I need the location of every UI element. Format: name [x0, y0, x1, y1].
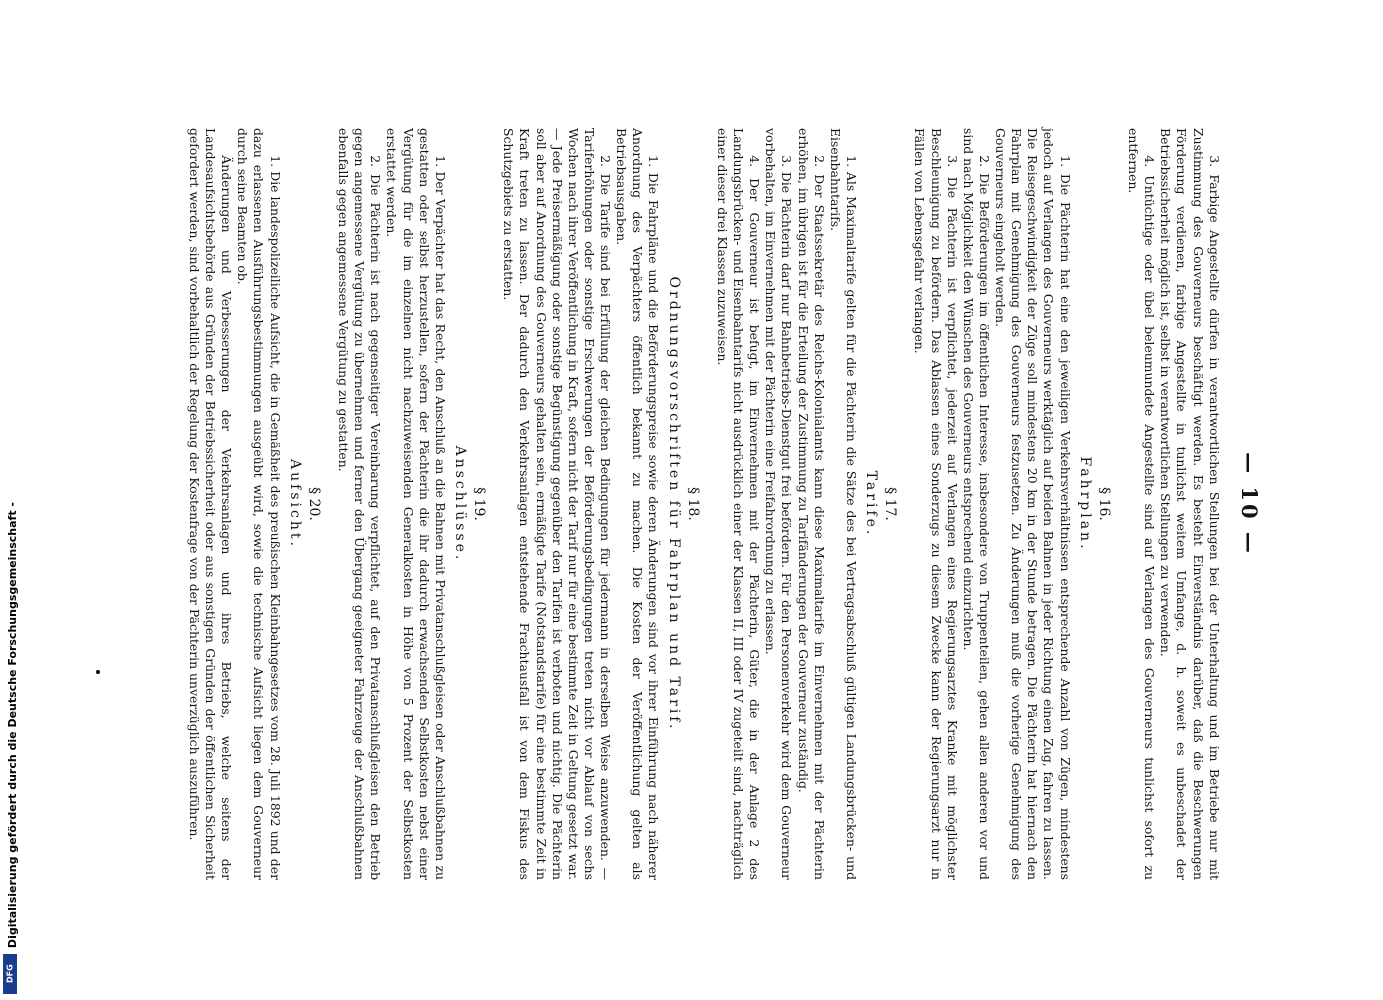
section-16-paragraph-3: 3. Die Pächterin ist verpflichtet, jederzeit auf Verlangen eines Regierungsarztes Kranke mit möglichster Beschleunigung zu befördern. Das Ablassen eines Sonderzugs zu diesem Zwecke kann der Regierungsarzt nur in Fällen von Lebensgefahr verlangen.	[912, 128, 960, 880]
intro-paragraph-3: 3. Farbige Angestellte dürfen in verantwortlichen Stellungen bei der Unterhaltung und im Betriebe nur mit Zustimmung des Gouverneurs beschäftigt werden. Es besteht Einverständnis darüber, daß die Beschwerungen Förderung verdienen, farbige Angestellte in tunlichst weitem Umfange, d. h. soweit es unbeschadet der Betriebssicherheit möglich ist, selbst in verantwortlichen Stellungen zu verwenden.	[1158, 128, 1222, 880]
section-16-paragraph-1: 1. Die Pächterin hat eine den jeweiligen Verkehrsverhältnissen entsprechende Anzahl von Zügen, mindestens jedoch auf Verlangen des Gouverneurs werktäglich auf beiden Bahnen in jeder Richtung einen Zug, fahren zu lassen. Die Reisegeschwindigkeit der Züge soll mindestens 20 km in der Stunde betragen. Die Pächterin hat hiernach den Fahrplan mit Genehmigung des Gouverneurs festzusetzen. Zu Änderungen muß die vorherige Genehmigung des Gouverneurs eingeholt werden.	[993, 128, 1073, 880]
section-18-heading: § 18.	[684, 487, 701, 521]
section-18-paragraph-2: 2. Die Tarife sind bei Erfüllung der gleichen Bedingungen für jedermann in derselben Weise anzuwenden. — Tariferhöhungen oder sonstige Erschwerungen der Beförderungsbedingungen treten nicht vor Ablauf von sechs Wochen nach ihrer Veröffentlichung in Kraft, sofern nicht der Tarif nur für eine bestimmte Zeit in Geltung gesetzt war. — Jede Preisermäßigung oder sonstige Begünstigung gegenüber den Tarifen ist verboten und nichtig. Die Pächterin soll aber auf Anordnung des Gouverneurs gehalten sein, ermäßigte Tarife (Notstandstarife) für eine bestimmte Zeit in Kraft treten zu lassen. Der dadurch den Verkehrsanlagen entstehende Frachtausfall ist von dem Fiskus des Schutzgebiets zu erstatten.	[501, 128, 614, 880]
section-18-title: Ordnungsvorschriften für Fahrplan und Tarif.	[665, 276, 682, 732]
section-17-heading: § 17.	[882, 487, 899, 521]
section-17-paragraph-1: 1. Als Maximaltarife gelten für die Pächterin die Sätze des bei Vertragsabschluß gültigen Landungsbrücken- und Eisenbahntarifs.	[827, 128, 859, 880]
section-20-paragraph-2: Änderungen und Verbesserungen der Verkehrsanlagen und ihres Betriebs, welche seitens der Landesaufsichtsbehörde aus Gründen der Betriebssicherheit oder aus sonstigen Gründen der öffentlichen Sicherheit gefordert werden, sind vorbehaltlich der Regelung der Kostenfrage von der Pächterin unverzüglich auszuführen.	[186, 128, 235, 880]
section-16-heading: § 16.	[1095, 487, 1112, 521]
section-17-paragraph-4: 4. Der Gouverneur ist befugt, im Einvernehmen mit der Pächterin, Güter, die in der Anlage 2 des Landungsbrücken- und Eisenbahntarifs nicht ausdrücklich einer der Klassen II, III oder IV zugeteilt sind, nachträglich einer dieser drei Klassen zuzuweisen.	[714, 128, 763, 880]
section-19-paragraph-1: 1. Der Verpächter hat das Recht, den Anschluß an die Bahnen mit Privatanschlußgleisen oder Anschlußbahnen zu gestatten oder selbst herzustellen, sofern der Pächterin die ihr dadurch erwachsenden Selbstkosten nebst einer Vergütung für die im einzelnen nicht nachzuweisenden Generalkosten in Höhe von 5 Prozent der Selbstkosten erstattet werden.	[384, 128, 448, 880]
footer-text: Digitalisierung gefördert durch die Deutsche Forschungsgemeinschaft -	[6, 501, 19, 948]
page-content	[150, 0, 1263, 1000]
section-18-paragraph-1: 1. Die Fahrpläne und die Beförderungspreise sowie deren Änderungen sind vor ihrer Einführung nach näherer Anordnung des Verpächters öffentlich bekannt zu machen. Die Kosten der Veröffentlichung gelten als Betriebsausgaben.	[614, 128, 662, 880]
section-16-paragraph-2: 2. Die Beförderungen im öffentlichen Interesse, insbesondere von Truppenteilen, gehen allen anderen vor und sind nach Möglichkeit den Wünschen des Gouverneurs entsprechend einzurichten.	[960, 128, 992, 880]
section-17-title: Tarife.	[863, 470, 880, 538]
section-20-heading: § 20.	[305, 487, 322, 521]
section-19-title: Anschlüsse.	[452, 445, 469, 563]
section-20-paragraph-1: 1. Die landespolizeiliche Aufsicht, die in Gemäßheit des preußischen Kleinbahngesetzes vom 28. Juli 1892 und der dazu erlassenen Ausführungsbestimmungen ausgeübt wird, sowie die technische Aufsicht liegen dem Gouverneur durch seine Beamten ob.	[235, 128, 283, 880]
scan-speck	[96, 670, 100, 674]
section-16-title: Fahrplan.	[1076, 456, 1093, 552]
section-20-title: Aufsicht.	[286, 459, 303, 549]
digitization-footer	[0, 0, 28, 1000]
section-19-heading: § 19.	[471, 487, 488, 521]
section-17-paragraph-3: 3. Die Pächterin darf nur Bahnbetriebs-Dienstgut frei befördern. Für den Personenverkehr wird dem Gouverneur vorbehalten, im Einvernehmen mit der Pächterin eine Freifahrordnung zu erlassen.	[763, 128, 795, 880]
section-17-paragraph-2: 2. Der Staatssekretär des Reichs-Kolonialamts kann diese Maximaltarife im Einvernehmen mit der Pächterin erhöhen, im übrigen ist für die Erteilung der Zustimmung zu Tarifänderungen der Gouverneur zuständig.	[795, 128, 827, 880]
section-19-paragraph-2: 2. Die Pächterin ist nach gegenseitiger Vereinbarung verpflichtet, auf den Privatanschlußgleisen den Betrieb gegen angemessene Vergütung zu übernehmen und ferner den Übergang geeigneter Fahrzeuge der Anschlußbahnen ebenfalls gegen angemessene Vergütung zu gestatten.	[336, 128, 384, 880]
page-number: — 10 —	[1237, 452, 1262, 556]
intro-paragraph-4: 4. Untüchtige oder übel beleumundete Angestellte sind auf Verlangen des Gouverneurs tunlichst sofort zu entfernen.	[1126, 128, 1158, 880]
dfg-logo: DFG	[3, 954, 17, 994]
